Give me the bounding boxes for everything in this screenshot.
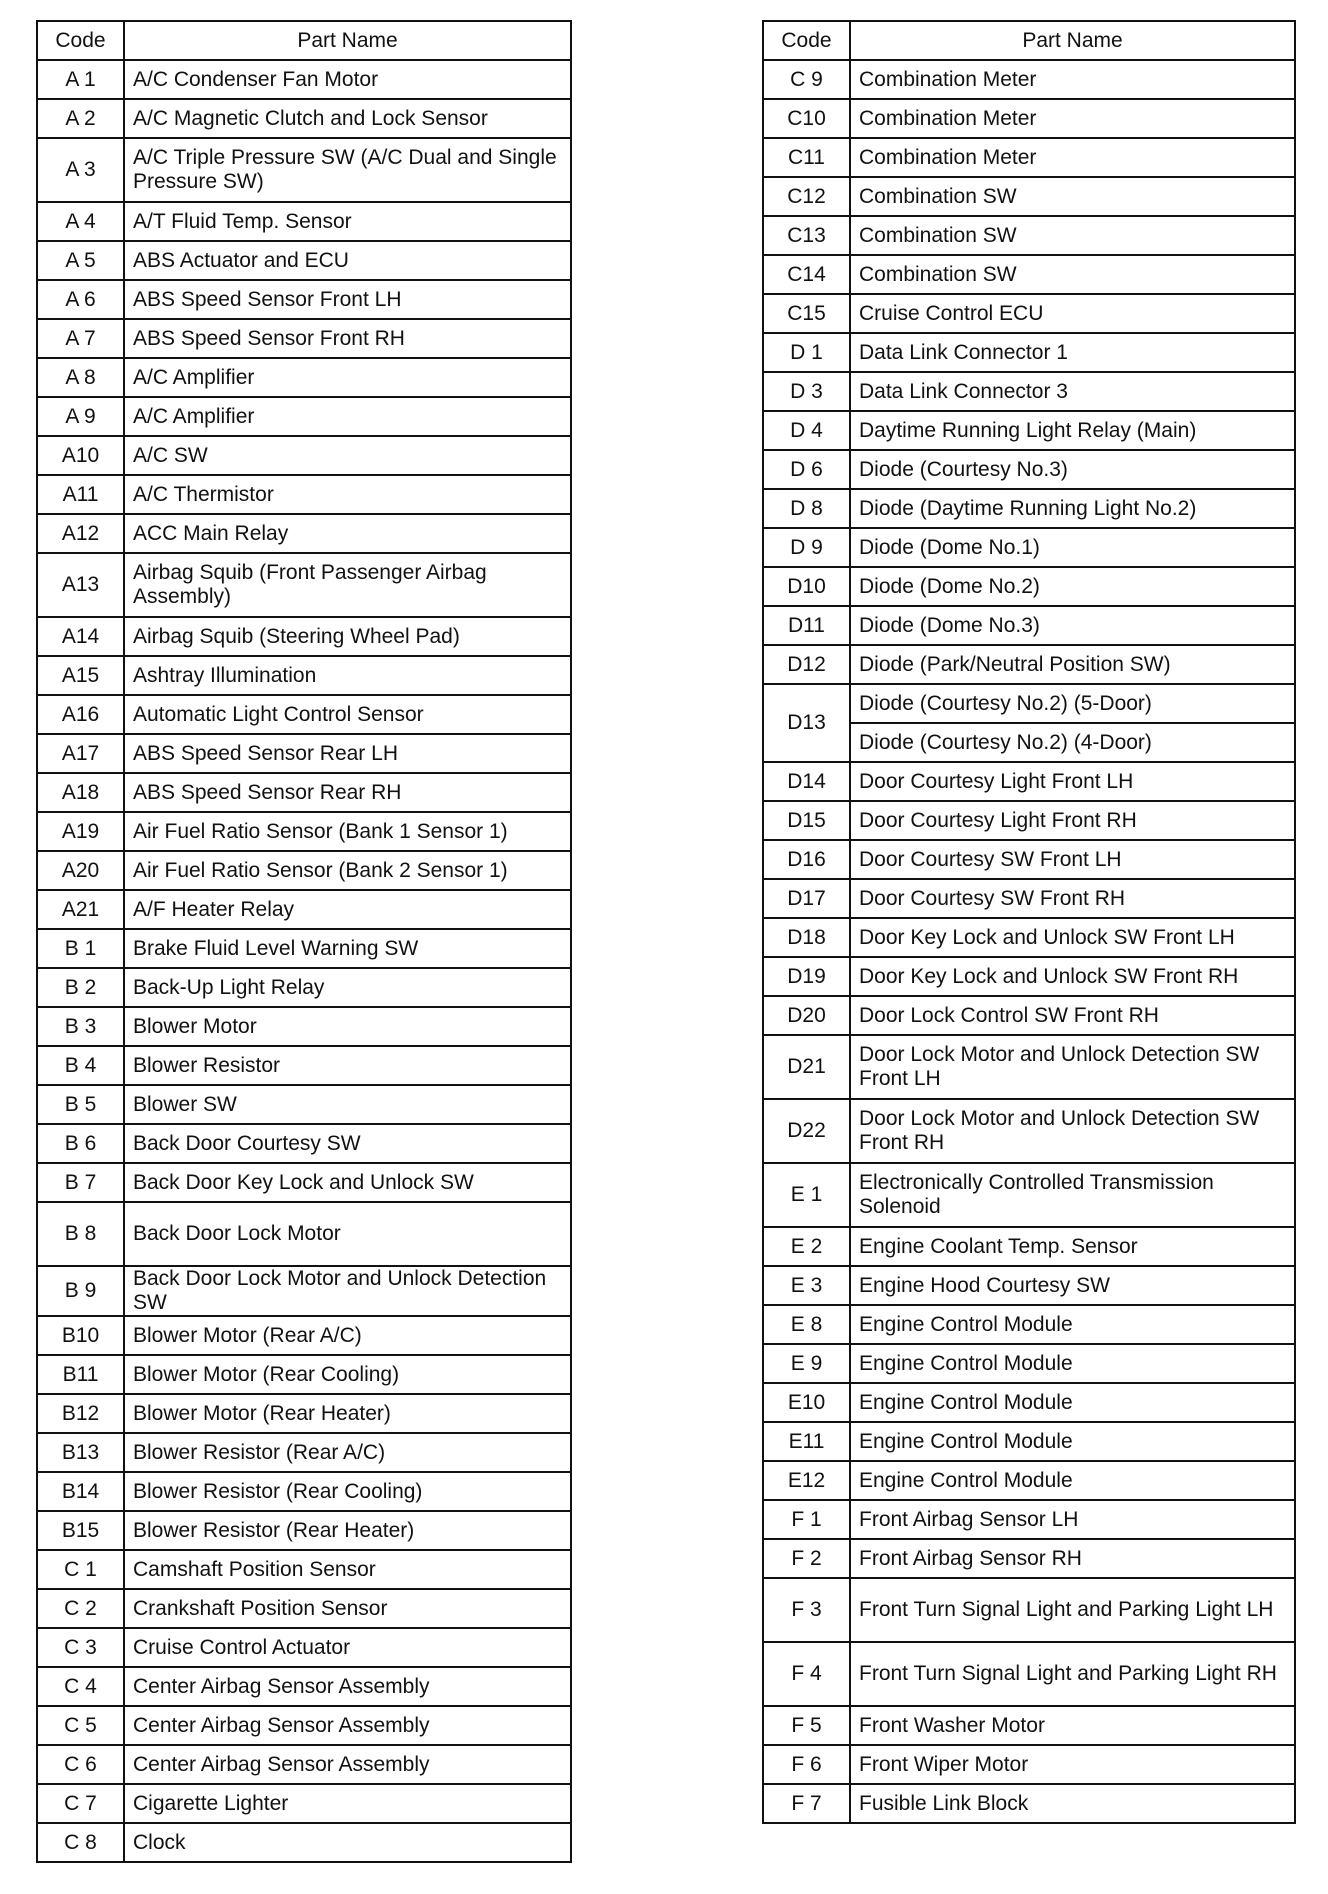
part-name: Back Door Lock Motor and Unlock Detection SW (124, 1266, 571, 1316)
table-row (37, 1202, 571, 1266)
part-name: Cruise Control Actuator (124, 1628, 571, 1667)
table-row (37, 968, 571, 1007)
part-code: A10 (37, 436, 124, 475)
part-code: D16 (763, 840, 850, 879)
table-row (37, 60, 571, 99)
table-row (37, 99, 571, 138)
part-name: Blower Resistor (Rear A/C) (124, 1433, 571, 1472)
part-code: C 9 (763, 60, 850, 99)
left-parts-table (36, 20, 572, 1863)
part-name: Diode (Courtesy No.2) (4-Door) (850, 723, 1295, 762)
table-row (37, 1589, 571, 1628)
part-code: D 3 (763, 372, 850, 411)
part-name: Blower Resistor (Rear Cooling) (124, 1472, 571, 1511)
part-name: Combination SW (850, 177, 1295, 216)
part-code: B 3 (37, 1007, 124, 1046)
part-name: ABS Speed Sensor Rear LH (124, 734, 571, 773)
part-code: D13 (763, 684, 850, 762)
part-code: A15 (37, 656, 124, 695)
part-code: B11 (37, 1355, 124, 1394)
part-name: Combination Meter (850, 99, 1295, 138)
table-row (763, 1784, 1295, 1823)
table-row (37, 734, 571, 773)
part-name: Crankshaft Position Sensor (124, 1589, 571, 1628)
part-name: Fusible Link Block (850, 1784, 1295, 1823)
part-code: A13 (37, 553, 124, 617)
table-row (37, 695, 571, 734)
table-row (763, 138, 1295, 177)
part-name: Engine Control Module (850, 1422, 1295, 1461)
table-row (37, 436, 571, 475)
part-name: Door Courtesy Light Front RH (850, 801, 1295, 840)
part-code: D21 (763, 1035, 850, 1099)
part-code: A16 (37, 695, 124, 734)
part-code: F 6 (763, 1745, 850, 1784)
header-row (37, 21, 571, 60)
table-row (763, 996, 1295, 1035)
part-name: Combination Meter (850, 138, 1295, 177)
table-row (37, 1355, 571, 1394)
table-row (37, 1394, 571, 1433)
part-name: Door Lock Motor and Unlock Detection SW Front LH (850, 1035, 1295, 1099)
part-code: E11 (763, 1422, 850, 1461)
table-row (763, 411, 1295, 450)
part-name: Daytime Running Light Relay (Main) (850, 411, 1295, 450)
part-name: Engine Control Module (850, 1344, 1295, 1383)
part-code: C12 (763, 177, 850, 216)
part-code: A 1 (37, 60, 124, 99)
part-name: Blower Motor (Rear A/C) (124, 1316, 571, 1355)
part-code: F 5 (763, 1706, 850, 1745)
part-name: ABS Actuator and ECU (124, 241, 571, 280)
part-name: Engine Control Module (850, 1383, 1295, 1422)
part-code: D10 (763, 567, 850, 606)
table-row (763, 1305, 1295, 1344)
part-code: B10 (37, 1316, 124, 1355)
table-row (37, 1046, 571, 1085)
part-name: Ashtray Illumination (124, 656, 571, 695)
table-row (763, 567, 1295, 606)
part-code: B12 (37, 1394, 124, 1433)
part-name: Diode (Park/Neutral Position SW) (850, 645, 1295, 684)
part-code: D 8 (763, 489, 850, 528)
table-row (37, 1667, 571, 1706)
part-code: D22 (763, 1099, 850, 1163)
table-row (763, 1706, 1295, 1745)
part-code: A 7 (37, 319, 124, 358)
table-row (763, 606, 1295, 645)
part-code: C 4 (37, 1667, 124, 1706)
part-code: F 1 (763, 1500, 850, 1539)
part-name: Camshaft Position Sensor (124, 1550, 571, 1589)
part-name: Center Airbag Sensor Assembly (124, 1706, 571, 1745)
table-row (37, 1511, 571, 1550)
part-code: D18 (763, 918, 850, 957)
part-name: Electronically Controlled Transmission Solenoid (850, 1163, 1295, 1227)
part-name: Blower Motor (Rear Heater) (124, 1394, 571, 1433)
part-name: Front Turn Signal Light and Parking Light LH (850, 1578, 1295, 1642)
part-name: Blower Resistor (124, 1046, 571, 1085)
part-name: Diode (Courtesy No.2) (5-Door) (850, 684, 1295, 723)
table-row (763, 1461, 1295, 1500)
table-row (37, 475, 571, 514)
table-row (763, 372, 1295, 411)
table-row (37, 138, 571, 202)
part-code: A14 (37, 617, 124, 656)
part-code: A11 (37, 475, 124, 514)
code-header: Code (37, 21, 124, 60)
part-name: Back Door Lock Motor (124, 1202, 571, 1266)
part-name: Automatic Light Control Sensor (124, 695, 571, 734)
part-name: ACC Main Relay (124, 514, 571, 553)
table-row (37, 280, 571, 319)
table-row (763, 1539, 1295, 1578)
header-row (763, 21, 1295, 60)
part-code: C 5 (37, 1706, 124, 1745)
part-code: E 3 (763, 1266, 850, 1305)
part-code: A 4 (37, 202, 124, 241)
part-name: A/C Magnetic Clutch and Lock Sensor (124, 99, 571, 138)
table-row (763, 1745, 1295, 1784)
part-name: Combination SW (850, 216, 1295, 255)
part-code: D 6 (763, 450, 850, 489)
part-code: A17 (37, 734, 124, 773)
table-row (763, 1383, 1295, 1422)
part-code: A19 (37, 812, 124, 851)
part-name: Center Airbag Sensor Assembly (124, 1745, 571, 1784)
part-name: Air Fuel Ratio Sensor (Bank 2 Sensor 1) (124, 851, 571, 890)
part-name: Brake Fluid Level Warning SW (124, 929, 571, 968)
part-name: Data Link Connector 3 (850, 372, 1295, 411)
table-row (763, 840, 1295, 879)
table-row (37, 1628, 571, 1667)
table-row (37, 1550, 571, 1589)
part-code: B14 (37, 1472, 124, 1511)
part-code: D12 (763, 645, 850, 684)
part-name: Clock (124, 1823, 571, 1862)
code-header: Code (763, 21, 850, 60)
table-row (763, 99, 1295, 138)
table-row (763, 1163, 1295, 1227)
part-name: Diode (Courtesy No.3) (850, 450, 1295, 489)
table-row (37, 1266, 571, 1316)
table-row (763, 528, 1295, 567)
right-parts-table (762, 20, 1296, 1824)
part-code: D20 (763, 996, 850, 1035)
part-name: Door Courtesy SW Front LH (850, 840, 1295, 879)
part-code: B 9 (37, 1266, 124, 1316)
part-code: A20 (37, 851, 124, 890)
table-row (37, 358, 571, 397)
part-name: Data Link Connector 1 (850, 333, 1295, 372)
part-name: Combination SW (850, 255, 1295, 294)
table-row (37, 890, 571, 929)
table-row (37, 656, 571, 695)
table-row (763, 1500, 1295, 1539)
part-name: Back Door Key Lock and Unlock SW (124, 1163, 571, 1202)
table-row (37, 1745, 571, 1784)
part-name: Engine Control Module (850, 1461, 1295, 1500)
table-row (37, 1163, 571, 1202)
part-code: E12 (763, 1461, 850, 1500)
table-row (763, 177, 1295, 216)
table-row (763, 450, 1295, 489)
part-name: Back-Up Light Relay (124, 968, 571, 1007)
part-code: B 8 (37, 1202, 124, 1266)
part-name: ABS Speed Sensor Front LH (124, 280, 571, 319)
part-name: Cruise Control ECU (850, 294, 1295, 333)
table-row (763, 1099, 1295, 1163)
table-row (763, 801, 1295, 840)
table-row (37, 812, 571, 851)
part-name: A/C Amplifier (124, 397, 571, 436)
part-code: D 4 (763, 411, 850, 450)
table-row (763, 1344, 1295, 1383)
part-code: A 2 (37, 99, 124, 138)
table-row (763, 255, 1295, 294)
table-row (37, 773, 571, 812)
part-name: Blower Motor (124, 1007, 571, 1046)
part-name: Center Airbag Sensor Assembly (124, 1667, 571, 1706)
part-code: B 5 (37, 1085, 124, 1124)
table-row (763, 1035, 1295, 1099)
part-code: B 4 (37, 1046, 124, 1085)
part-name-header: Part Name (850, 21, 1295, 60)
part-name: A/T Fluid Temp. Sensor (124, 202, 571, 241)
part-name: Door Key Lock and Unlock SW Front LH (850, 918, 1295, 957)
part-code: B 7 (37, 1163, 124, 1202)
part-name: A/C SW (124, 436, 571, 475)
table-row (37, 1007, 571, 1046)
table-row (37, 1085, 571, 1124)
part-code: A12 (37, 514, 124, 553)
part-name: A/F Heater Relay (124, 890, 571, 929)
part-code: E 9 (763, 1344, 850, 1383)
part-code: A 3 (37, 138, 124, 202)
part-code: A 6 (37, 280, 124, 319)
table-row (37, 1433, 571, 1472)
table-row (37, 553, 571, 617)
table-row (763, 762, 1295, 801)
table-row (763, 957, 1295, 996)
part-code: C10 (763, 99, 850, 138)
table-row (37, 1706, 571, 1745)
part-code: B15 (37, 1511, 124, 1550)
part-name: Combination Meter (850, 60, 1295, 99)
part-code: C15 (763, 294, 850, 333)
part-code: C11 (763, 138, 850, 177)
part-code: C 6 (37, 1745, 124, 1784)
table-row (37, 929, 571, 968)
part-code: F 4 (763, 1642, 850, 1706)
table-row (763, 216, 1295, 255)
part-name: Front Airbag Sensor RH (850, 1539, 1295, 1578)
part-name: Front Wiper Motor (850, 1745, 1295, 1784)
part-name: Front Washer Motor (850, 1706, 1295, 1745)
part-name: A/C Triple Pressure SW (A/C Dual and Single Pressure SW) (124, 138, 571, 202)
part-code: D11 (763, 606, 850, 645)
part-name: Back Door Courtesy SW (124, 1124, 571, 1163)
part-code: D15 (763, 801, 850, 840)
part-code: C14 (763, 255, 850, 294)
table-row (37, 514, 571, 553)
part-code: C13 (763, 216, 850, 255)
part-code: B13 (37, 1433, 124, 1472)
part-name: Air Fuel Ratio Sensor (Bank 1 Sensor 1) (124, 812, 571, 851)
table-row (763, 645, 1295, 684)
part-name: Door Lock Motor and Unlock Detection SW Front RH (850, 1099, 1295, 1163)
part-code: A18 (37, 773, 124, 812)
part-code: B 2 (37, 968, 124, 1007)
table-row (763, 1227, 1295, 1266)
part-name: ABS Speed Sensor Rear RH (124, 773, 571, 812)
part-name-header: Part Name (124, 21, 571, 60)
part-name: Cigarette Lighter (124, 1784, 571, 1823)
part-name: Engine Hood Courtesy SW (850, 1266, 1295, 1305)
part-code: A 9 (37, 397, 124, 436)
table-row (37, 319, 571, 358)
part-code: D19 (763, 957, 850, 996)
part-code: A 5 (37, 241, 124, 280)
table-row (763, 294, 1295, 333)
table-row (37, 851, 571, 890)
part-code: E 2 (763, 1227, 850, 1266)
part-code: D 1 (763, 333, 850, 372)
table-row (763, 1422, 1295, 1461)
table-row (37, 1124, 571, 1163)
part-code: C 1 (37, 1550, 124, 1589)
part-code: F 3 (763, 1578, 850, 1642)
table-row (37, 202, 571, 241)
part-code: F 2 (763, 1539, 850, 1578)
table-row (763, 1578, 1295, 1642)
part-name: Door Courtesy Light Front LH (850, 762, 1295, 801)
table-row (37, 241, 571, 280)
part-name: Engine Control Module (850, 1305, 1295, 1344)
part-name: Engine Coolant Temp. Sensor (850, 1227, 1295, 1266)
part-name: Door Key Lock and Unlock SW Front RH (850, 957, 1295, 996)
table-row (763, 1266, 1295, 1305)
part-code: C 3 (37, 1628, 124, 1667)
part-code: A21 (37, 890, 124, 929)
part-code: E10 (763, 1383, 850, 1422)
part-name: Door Lock Control SW Front RH (850, 996, 1295, 1035)
part-name: Blower SW (124, 1085, 571, 1124)
part-code: B 1 (37, 929, 124, 968)
table-row (37, 617, 571, 656)
part-code: C 7 (37, 1784, 124, 1823)
part-name: Diode (Dome No.2) (850, 567, 1295, 606)
table-row (37, 1316, 571, 1355)
part-code: E 1 (763, 1163, 850, 1227)
table-row (763, 879, 1295, 918)
table-row (37, 1784, 571, 1823)
table-row (37, 1472, 571, 1511)
part-code: D14 (763, 762, 850, 801)
table-row (763, 1642, 1295, 1706)
part-code: C 8 (37, 1823, 124, 1862)
part-name: Front Turn Signal Light and Parking Light RH (850, 1642, 1295, 1706)
part-code: F 7 (763, 1784, 850, 1823)
table-row (763, 60, 1295, 99)
table-row (763, 333, 1295, 372)
part-code: D17 (763, 879, 850, 918)
part-name: A/C Amplifier (124, 358, 571, 397)
part-code: E 8 (763, 1305, 850, 1344)
part-name: Diode (Daytime Running Light No.2) (850, 489, 1295, 528)
part-name: Front Airbag Sensor LH (850, 1500, 1295, 1539)
part-code: C 2 (37, 1589, 124, 1628)
part-name: Airbag Squib (Steering Wheel Pad) (124, 617, 571, 656)
table-row (37, 397, 571, 436)
part-code: B 6 (37, 1124, 124, 1163)
part-code: A 8 (37, 358, 124, 397)
part-name: Diode (Dome No.3) (850, 606, 1295, 645)
table-row (37, 1823, 571, 1862)
part-name: Blower Resistor (Rear Heater) (124, 1511, 571, 1550)
part-code: D 9 (763, 528, 850, 567)
part-name: A/C Condenser Fan Motor (124, 60, 571, 99)
part-name: ABS Speed Sensor Front RH (124, 319, 571, 358)
table-row (763, 918, 1295, 957)
table-row (763, 489, 1295, 528)
part-name: A/C Thermistor (124, 475, 571, 514)
part-name: Door Courtesy SW Front RH (850, 879, 1295, 918)
table-row (763, 684, 1295, 723)
part-name: Diode (Dome No.1) (850, 528, 1295, 567)
part-name: Airbag Squib (Front Passenger Airbag Assembly) (124, 553, 571, 617)
part-name: Blower Motor (Rear Cooling) (124, 1355, 571, 1394)
